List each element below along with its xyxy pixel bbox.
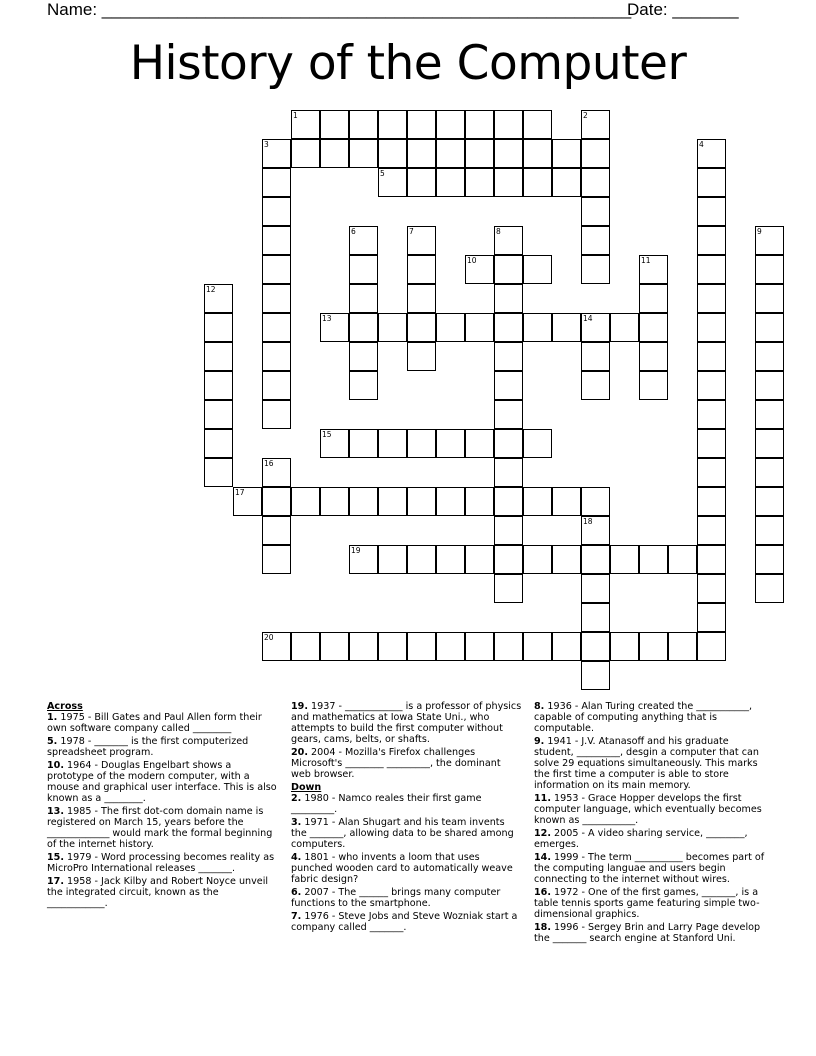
grid-cell[interactable]	[262, 284, 291, 313]
grid-cell[interactable]	[639, 632, 668, 661]
grid-cell[interactable]	[494, 110, 523, 139]
grid-cell[interactable]	[320, 139, 349, 168]
clue-item	[534, 887, 766, 920]
grid-cell[interactable]	[639, 342, 668, 371]
grid-cell[interactable]	[262, 516, 291, 545]
clue-item	[291, 887, 523, 909]
clue-item	[534, 701, 766, 734]
clue-text: 1953 - Grace Hopper develops the first computer language, which eventually becomes known as ___________.	[534, 793, 762, 826]
clue-text: 1999 - The term __________ becomes part of the computing languae and users begin connecting to the internet without wires.	[534, 852, 765, 885]
grid-cell[interactable]	[349, 313, 378, 342]
grid-cell[interactable]	[755, 342, 784, 371]
grid-cell[interactable]	[349, 429, 378, 458]
grid-cell[interactable]	[407, 255, 436, 284]
grid-cell[interactable]	[262, 458, 291, 487]
grid-cell[interactable]	[233, 487, 262, 516]
grid-cell[interactable]	[755, 429, 784, 458]
clue-number-label: 14	[583, 314, 593, 323]
grid-cell[interactable]	[494, 632, 523, 661]
grid-cell[interactable]	[494, 342, 523, 371]
clue-text: 1979 - Word processing becomes reality as MicroPro International releases _______.	[47, 852, 275, 874]
clue-number-label: 13	[322, 314, 332, 323]
grid-cell[interactable]	[581, 255, 610, 284]
grid-cell[interactable]	[581, 342, 610, 371]
grid-cell[interactable]	[639, 371, 668, 400]
grid-cell[interactable]	[581, 110, 610, 139]
grid-cell[interactable]	[436, 429, 465, 458]
clue-item	[47, 736, 279, 758]
grid-cell[interactable]	[291, 632, 320, 661]
grid-cell[interactable]	[581, 371, 610, 400]
grid-cell[interactable]	[755, 255, 784, 284]
grid-cell[interactable]	[407, 168, 436, 197]
grid-cell[interactable]	[262, 371, 291, 400]
grid-cell[interactable]	[552, 632, 581, 661]
clue-item	[534, 793, 766, 826]
grid-cell[interactable]	[639, 545, 668, 574]
grid-cell[interactable]	[320, 487, 349, 516]
down-heading: Down	[291, 782, 322, 793]
grid-cell[interactable]	[378, 545, 407, 574]
grid-cell[interactable]	[697, 429, 726, 458]
clue-number-label: 8	[496, 227, 501, 236]
grid-cell[interactable]	[407, 487, 436, 516]
grid-cell[interactable]	[407, 429, 436, 458]
grid-cell[interactable]	[436, 487, 465, 516]
clue-item	[534, 828, 766, 850]
grid-cell[interactable]	[755, 574, 784, 603]
grid-cell[interactable]	[523, 313, 552, 342]
clue-number-label: 19	[351, 546, 361, 555]
clue-text: 1978 - _______ is the first computerized spreadsheet program.	[47, 736, 249, 758]
clue-text: 1801 - who invents a loom that uses punched wooden card to automatically weave fabric design?	[291, 852, 513, 885]
grid-cell[interactable]	[697, 603, 726, 632]
grid-cell[interactable]	[523, 487, 552, 516]
grid-cell[interactable]	[581, 168, 610, 197]
grid-cell[interactable]	[552, 487, 581, 516]
grid-cell[interactable]	[262, 168, 291, 197]
grid-cell[interactable]	[668, 632, 697, 661]
grid-cell[interactable]	[523, 139, 552, 168]
grid-cell[interactable]	[204, 371, 233, 400]
grid-cell[interactable]	[320, 110, 349, 139]
grid-cell[interactable]	[349, 284, 378, 313]
clue-number: 15.	[47, 852, 64, 863]
grid-cell[interactable]	[436, 168, 465, 197]
grid-cell[interactable]	[262, 197, 291, 226]
grid-cell[interactable]	[436, 110, 465, 139]
clue-item	[291, 747, 523, 780]
clue-number: 11.	[534, 793, 551, 804]
grid-cell[interactable]	[494, 487, 523, 516]
name-field: Name: ________________________________________________________	[47, 0, 632, 19]
clues-column-1	[47, 701, 279, 911]
grid-cell[interactable]	[465, 139, 494, 168]
page-title: History of the Computer	[129, 36, 687, 91]
grid-cell[interactable]	[494, 371, 523, 400]
clue-number: 7.	[291, 911, 302, 922]
clue-text: 2005 - A video sharing service, ________, emerges.	[534, 828, 748, 850]
grid-cell[interactable]	[436, 545, 465, 574]
grid-cell[interactable]	[378, 487, 407, 516]
clue-number-label: 5	[380, 169, 385, 178]
grid-cell[interactable]	[291, 139, 320, 168]
grid-cell[interactable]	[755, 226, 784, 255]
grid-cell[interactable]	[610, 313, 639, 342]
grid-cell[interactable]	[697, 632, 726, 661]
clue-text: 1996 - Sergey Brin and Larry Page develop the _______ search engine at Stanford Uni.	[534, 922, 761, 944]
grid-cell[interactable]	[262, 632, 291, 661]
grid-cell[interactable]	[407, 139, 436, 168]
grid-cell[interactable]	[407, 545, 436, 574]
grid-cell[interactable]	[581, 574, 610, 603]
grid-cell[interactable]	[755, 371, 784, 400]
grid-cell[interactable]	[204, 400, 233, 429]
grid-cell[interactable]	[436, 632, 465, 661]
clue-text: 1985 - The first dot-com domain name is registered on March 15, years before the _____________ would mark the formal beginning of the internet history.	[47, 806, 273, 850]
grid-cell[interactable]	[523, 545, 552, 574]
grid-cell[interactable]	[639, 313, 668, 342]
clue-number-label: 9	[757, 227, 762, 236]
clue-text: 2004 - Mozilla's Firefox challenges Microsoft's ________ _________, the dominant web browser.	[291, 747, 501, 780]
clue-number: 12.	[534, 828, 551, 839]
grid-cell[interactable]	[407, 110, 436, 139]
grid-cell[interactable]	[349, 342, 378, 371]
grid-cell[interactable]	[610, 545, 639, 574]
grid-cell[interactable]	[755, 400, 784, 429]
grid-cell[interactable]	[523, 110, 552, 139]
clues-column-3	[534, 701, 766, 946]
grid-cell[interactable]	[262, 139, 291, 168]
grid-cell[interactable]	[349, 110, 378, 139]
grid-cell[interactable]	[262, 545, 291, 574]
clue-text: 1976 - Steve Jobs and Steve Wozniak start a company called _______.	[291, 911, 518, 933]
clue-number-label: 3	[264, 140, 269, 149]
grid-cell[interactable]	[291, 110, 320, 139]
across-clue-list	[47, 712, 279, 909]
grid-cell[interactable]	[697, 342, 726, 371]
grid-cell[interactable]	[552, 545, 581, 574]
grid-cell[interactable]	[494, 255, 523, 284]
clues-column-2	[291, 701, 523, 935]
grid-cell[interactable]	[523, 255, 552, 284]
grid-cell[interactable]	[378, 168, 407, 197]
grid-cell[interactable]	[697, 139, 726, 168]
grid-cell[interactable]	[755, 516, 784, 545]
grid-cell[interactable]	[552, 313, 581, 342]
grid-cell[interactable]	[465, 545, 494, 574]
clue-number-label: 20	[264, 633, 274, 642]
grid-cell[interactable]	[697, 371, 726, 400]
clue-number: 14.	[534, 852, 551, 863]
clue-number-label: 17	[235, 488, 245, 497]
clue-text: 1975 - Bill Gates and Paul Allen form their own software company called ________	[47, 712, 262, 734]
down-clue-list-continued	[534, 701, 766, 944]
grid-cell[interactable]	[494, 313, 523, 342]
clue-item	[47, 712, 279, 734]
grid-cell[interactable]	[378, 313, 407, 342]
grid-cell[interactable]	[378, 139, 407, 168]
grid-cell[interactable]	[581, 545, 610, 574]
grid-cell[interactable]	[668, 545, 697, 574]
clue-number-label: 7	[409, 227, 414, 236]
clue-number: 20.	[291, 747, 308, 758]
grid-cell[interactable]	[494, 429, 523, 458]
grid-cell[interactable]	[465, 255, 494, 284]
grid-cell[interactable]	[349, 545, 378, 574]
grid-cell[interactable]	[465, 632, 494, 661]
clue-number: 8.	[534, 701, 545, 712]
grid-cell[interactable]	[407, 313, 436, 342]
grid-cell[interactable]	[407, 284, 436, 313]
grid-cell[interactable]	[697, 255, 726, 284]
grid-cell[interactable]	[610, 632, 639, 661]
grid-cell[interactable]	[436, 139, 465, 168]
grid-cell[interactable]	[204, 458, 233, 487]
grid-cell[interactable]	[581, 661, 610, 690]
grid-cell[interactable]	[697, 487, 726, 516]
grid-cell[interactable]	[320, 429, 349, 458]
down-clue-list	[291, 793, 523, 933]
clue-number: 3.	[291, 817, 302, 828]
grid-cell[interactable]	[349, 632, 378, 661]
grid-cell[interactable]	[494, 574, 523, 603]
grid-cell[interactable]	[378, 632, 407, 661]
grid-cell[interactable]	[291, 487, 320, 516]
clue-number: 4.	[291, 852, 302, 863]
grid-cell[interactable]	[523, 168, 552, 197]
grid-cell[interactable]	[697, 458, 726, 487]
grid-cell[interactable]	[262, 313, 291, 342]
grid-cell[interactable]	[204, 284, 233, 313]
clue-number: 17.	[47, 876, 64, 887]
clue-number-label: 10	[467, 256, 477, 265]
clue-text: 1941 - J.V. Atanasoff and his graduate student, _________, desgin a computer that can solve 29 equations simultaneously. This marks the first time a computer is able to store information on its main memory.	[534, 736, 759, 791]
clue-item	[534, 922, 766, 944]
grid-cell[interactable]	[378, 429, 407, 458]
across-heading: Across	[47, 701, 83, 712]
clue-item	[534, 852, 766, 885]
grid-cell[interactable]	[465, 487, 494, 516]
grid-cell[interactable]	[581, 516, 610, 545]
clue-item	[47, 876, 279, 909]
grid-cell[interactable]	[349, 139, 378, 168]
grid-cell[interactable]	[494, 284, 523, 313]
grid-cell[interactable]	[697, 574, 726, 603]
clue-item	[291, 817, 523, 850]
grid-cell[interactable]	[465, 168, 494, 197]
grid-cell[interactable]	[494, 168, 523, 197]
across-clue-list-continued	[291, 701, 523, 780]
grid-cell[interactable]	[755, 313, 784, 342]
clue-number-label: 15	[322, 430, 332, 439]
clue-number: 5.	[47, 736, 58, 747]
clue-item	[47, 806, 279, 850]
grid-cell[interactable]	[639, 284, 668, 313]
grid-cell[interactable]	[755, 458, 784, 487]
grid-cell[interactable]	[494, 400, 523, 429]
grid-cell[interactable]	[262, 400, 291, 429]
clue-number-label: 2	[583, 111, 588, 120]
grid-cell[interactable]	[581, 313, 610, 342]
date-field: Date: _______	[627, 0, 739, 19]
clue-number-label: 11	[641, 256, 651, 265]
grid-cell[interactable]	[465, 110, 494, 139]
grid-cell[interactable]	[581, 226, 610, 255]
clue-item	[291, 701, 523, 745]
clue-item	[47, 852, 279, 874]
grid-cell[interactable]	[436, 313, 465, 342]
clue-item	[291, 911, 523, 933]
grid-cell[interactable]	[320, 632, 349, 661]
grid-cell[interactable]	[349, 487, 378, 516]
grid-cell[interactable]	[581, 603, 610, 632]
grid-cell[interactable]	[581, 139, 610, 168]
clue-text: 1958 - Jack Kilby and Robert Noyce unveil the integrated circuit, known as the ____________.	[47, 876, 269, 909]
clue-number: 1.	[47, 712, 58, 723]
clue-number: 18.	[534, 922, 551, 933]
grid-cell[interactable]	[697, 197, 726, 226]
grid-cell[interactable]	[349, 226, 378, 255]
grid-cell[interactable]	[262, 255, 291, 284]
clue-number-label: 16	[264, 459, 274, 468]
grid-cell[interactable]	[697, 313, 726, 342]
clue-item	[534, 736, 766, 791]
clue-item	[291, 852, 523, 885]
clue-text: 1964 - Douglas Engelbart shows a prototype of the modern computer, with a mouse and graphical user interface. This is also known as a ________.	[47, 760, 277, 804]
grid-cell[interactable]	[697, 226, 726, 255]
grid-cell[interactable]	[494, 458, 523, 487]
clue-number-label: 1	[293, 111, 298, 120]
grid-cell[interactable]	[697, 516, 726, 545]
grid-cell[interactable]	[494, 545, 523, 574]
grid-cell[interactable]	[407, 226, 436, 255]
clue-text: 1972 - One of the first games, _______, is a table tennis sports game featuring simple two-dimensional graphics.	[534, 887, 760, 920]
clue-item	[47, 760, 279, 804]
clue-number: 16.	[534, 887, 551, 898]
clue-number: 9.	[534, 736, 545, 747]
grid-cell[interactable]	[494, 226, 523, 255]
grid-cell[interactable]	[523, 429, 552, 458]
clue-number: 19.	[291, 701, 308, 712]
grid-cell[interactable]	[378, 110, 407, 139]
clue-number: 2.	[291, 793, 302, 804]
grid-cell[interactable]	[262, 487, 291, 516]
grid-cell[interactable]	[581, 197, 610, 226]
clue-text: 1937 - ____________ is a professor of physics and mathematics at Iowa State Uni., who attempts to build the first computer without gears, cams, belts, or shafts.	[291, 701, 522, 745]
grid-cell[interactable]	[755, 284, 784, 313]
grid-cell[interactable]	[465, 313, 494, 342]
grid-cell[interactable]	[523, 632, 552, 661]
grid-cell[interactable]	[697, 400, 726, 429]
grid-cell[interactable]	[320, 313, 349, 342]
grid-cell[interactable]	[755, 545, 784, 574]
grid-cell[interactable]	[407, 632, 436, 661]
grid-cell[interactable]	[755, 487, 784, 516]
grid-cell[interactable]	[465, 429, 494, 458]
grid-cell[interactable]	[262, 342, 291, 371]
clue-number-label: 18	[583, 517, 593, 526]
clue-number: 13.	[47, 806, 64, 817]
grid-cell[interactable]	[204, 429, 233, 458]
grid-cell[interactable]	[204, 313, 233, 342]
clue-number: 10.	[47, 760, 64, 771]
grid-cell[interactable]	[407, 342, 436, 371]
grid-cell[interactable]	[494, 139, 523, 168]
grid-cell[interactable]	[494, 516, 523, 545]
grid-cell[interactable]	[349, 371, 378, 400]
grid-cell[interactable]	[552, 139, 581, 168]
clue-item	[291, 793, 523, 815]
clue-number-label: 4	[699, 140, 704, 149]
clue-text: 1971 - Alan Shugart and his team invents the _______, allowing data to be shared among computers.	[291, 817, 514, 850]
grid-cell[interactable]	[204, 342, 233, 371]
clue-text: 1980 - Namco reales their first game _________.	[291, 793, 482, 815]
clue-number: 6.	[291, 887, 302, 898]
clue-text: 2007 - The ______ brings many computer functions to the smartphone.	[291, 887, 501, 909]
clue-number-label: 6	[351, 227, 356, 236]
grid-cell[interactable]	[639, 255, 668, 284]
clue-number-label: 12	[206, 285, 216, 294]
grid-cell[interactable]	[697, 168, 726, 197]
grid-cell[interactable]	[262, 226, 291, 255]
grid-cell[interactable]	[349, 255, 378, 284]
grid-cell[interactable]	[581, 487, 610, 516]
grid-cell[interactable]	[552, 168, 581, 197]
grid-cell[interactable]	[581, 632, 610, 661]
clue-text: 1936 - Alan Turing created the ___________, capable of computing anything that is computable.	[534, 701, 753, 734]
grid-cell[interactable]	[697, 284, 726, 313]
grid-cell[interactable]	[697, 545, 726, 574]
